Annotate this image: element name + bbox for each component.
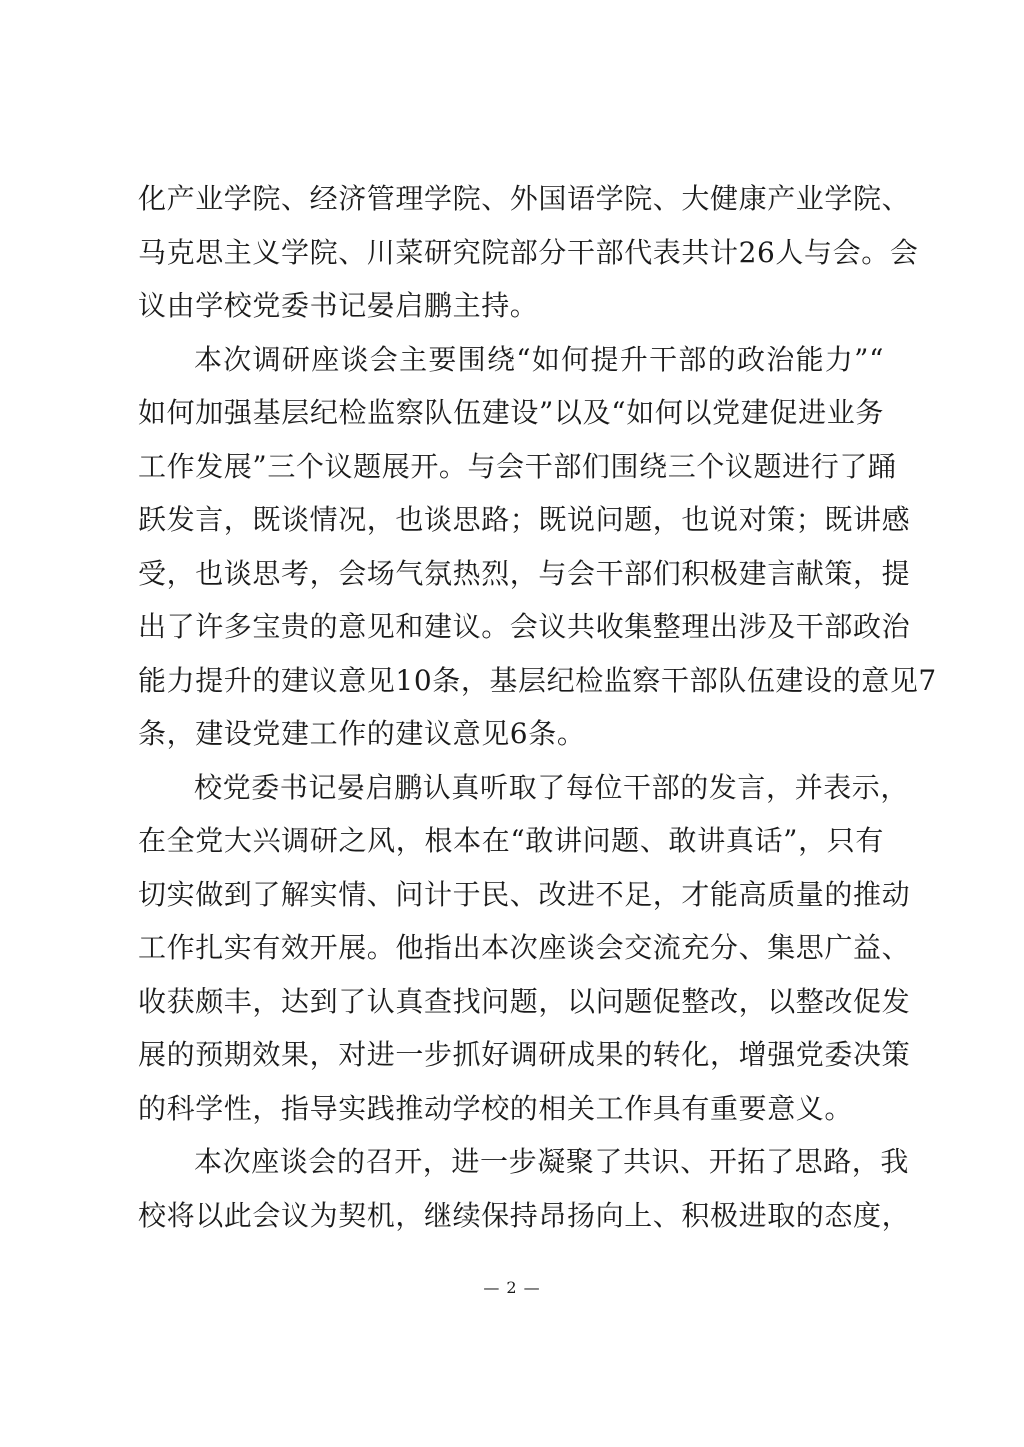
paragraph-1-line-1: 化产业学院、经济管理学院、外国语学院、大健康产业学院、	[138, 182, 911, 215]
paragraph-4-line-1: 本次座谈会的召开，进一步凝聚了共识、开拓了思路，我	[194, 1145, 910, 1178]
paragraph-3-line-6: 展的预期效果，对进一步抓好调研成果的转化，增强党委决策	[138, 1038, 911, 1071]
body-text	[138, 172, 937, 1242]
paragraph-4-line-2: 校将以此会议为契机，继续保持昂扬向上、积极进取的态度，	[138, 1198, 911, 1232]
paragraph-2-line-6: 出了许多宝贵的意见和建议。会议共收集整理出涉及干部政治	[138, 610, 911, 643]
paragraph-3-line-2: 在全党大兴调研之风，根本在“敢讲问题、敢讲真话”，只有	[138, 824, 884, 857]
paragraph-3-line-1: 校党委书记晏启鹏认真听取了每位干部的发言，并表示，	[194, 770, 910, 804]
paragraph-3-line-5: 收获颇丰，达到了认真查找问题，以问题促整改，以整改促发	[138, 984, 911, 1018]
paragraph-2-line-7: 能力提升的建议意见10条，基层纪检监察干部队伍建设的意见7	[138, 663, 937, 697]
paragraph-3-line-7: 的科学性，指导实践推动学校的相关工作具有重要意义。	[138, 1091, 854, 1125]
page-number: — 2 —	[483, 1278, 541, 1297]
paragraph-2-line-8: 条，建设党建工作的建议意见6条。	[138, 717, 586, 750]
paragraph-3-line-4: 工作扎实有效开展。他指出本次座谈会交流充分、集思广益、	[138, 931, 911, 964]
paragraph-1-line-2: 马克思主义学院、川菜研究院部分干部代表共计26人与会。会	[138, 235, 919, 269]
paragraph-1-line-3: 议由学校党委书记晏启鹏主持。	[138, 289, 539, 322]
paragraph-3-line-3: 切实做到了解实情、问计于民、改进不足，才能高质量的推动	[138, 877, 911, 911]
paragraph-2-line-3: 工作发展”三个议题展开。与会干部们围绕三个议题进行了踊	[138, 449, 897, 483]
paragraph-2-line-4: 跃发言，既谈情况，也谈思路；既说问题，也说对策；既讲感	[138, 503, 911, 536]
paragraph-2-line-1: 本次调研座谈会主要围绕“如何提升干部的政治能力”“	[194, 342, 884, 376]
paragraph-2-line-5: 受，也谈思考，会场气氛热烈，与会干部们积极建言献策，提	[138, 556, 911, 590]
paragraph-2-line-2: 如何加强基层纪检监察队伍建设”以及“如何以党建促进业务	[138, 396, 884, 429]
